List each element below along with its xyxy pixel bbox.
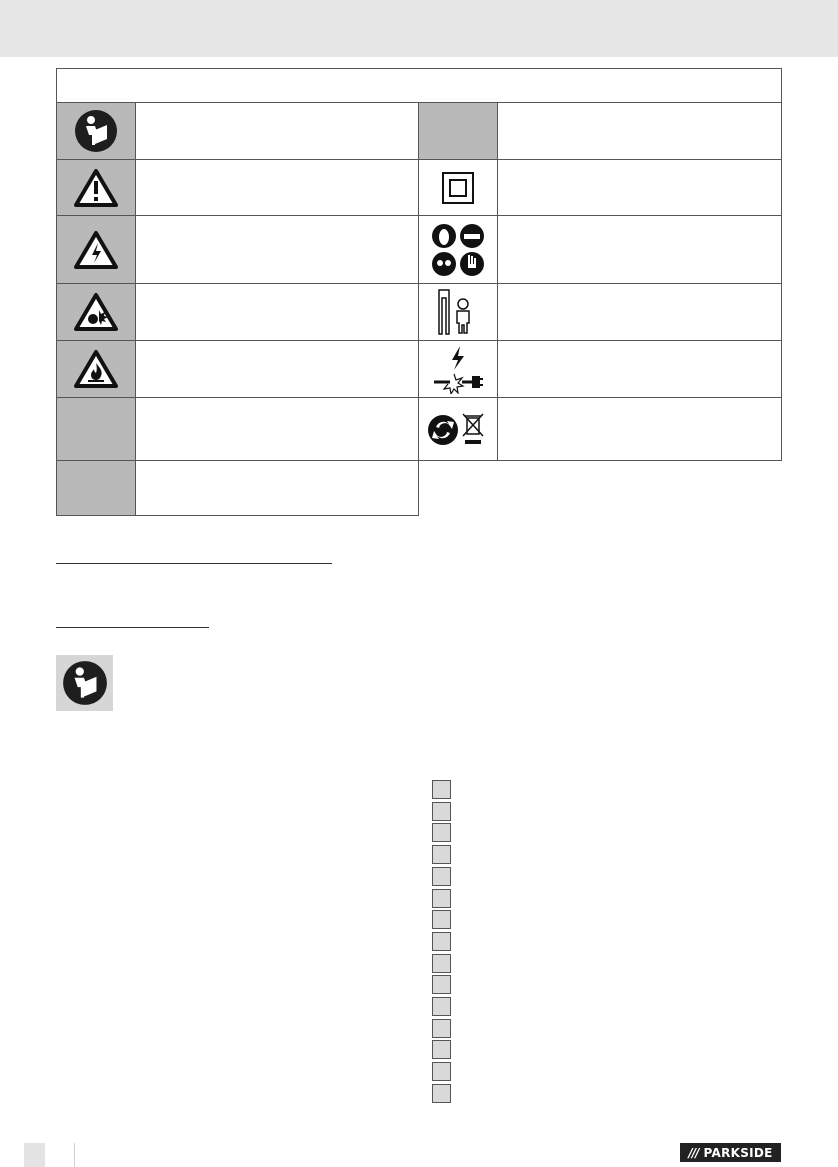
part-number-box — [432, 954, 451, 973]
part-number-box — [432, 1040, 451, 1059]
part-number-box — [432, 1062, 451, 1081]
unplug-icon — [418, 340, 498, 398]
protection-class-ii-icon — [418, 159, 498, 216]
logo-slashes: /// — [688, 1145, 699, 1160]
parkside-logo — [680, 1143, 781, 1162]
warning-icon — [56, 159, 136, 216]
blank-symbol-cell — [56, 397, 136, 461]
table-header-row — [56, 68, 782, 103]
electric-shock-icon — [56, 215, 136, 284]
read-manual-icon — [56, 655, 113, 711]
part-number-box — [432, 975, 451, 994]
part-number-box — [432, 1084, 451, 1103]
subsection-heading-underline — [56, 627, 209, 628]
part-number-box — [432, 802, 451, 821]
page-number-box — [24, 1143, 45, 1167]
part-number-box — [432, 1019, 451, 1038]
logo-text: PARKSIDE — [703, 1145, 773, 1160]
part-number-box — [432, 780, 451, 799]
part-number-box — [432, 867, 451, 886]
symbol-table — [56, 68, 782, 516]
footer-divider — [74, 1143, 75, 1167]
fire-icon — [56, 340, 136, 398]
blank-symbol-cell — [56, 460, 136, 516]
protective-equipment-icon — [418, 215, 498, 284]
blank-symbol-cell — [418, 102, 498, 160]
part-number-box — [432, 997, 451, 1016]
part-number-box — [432, 932, 451, 951]
keep-children-away-icon — [418, 283, 498, 341]
section-heading-underline — [56, 563, 332, 564]
part-number-box — [432, 889, 451, 908]
recycling-disposal-icon — [418, 397, 498, 461]
part-number-box — [432, 910, 451, 929]
manual-icon — [56, 102, 136, 160]
explosion-icon — [56, 283, 136, 341]
header-band — [0, 0, 838, 57]
part-number-box — [432, 823, 451, 842]
part-number-box — [432, 845, 451, 864]
